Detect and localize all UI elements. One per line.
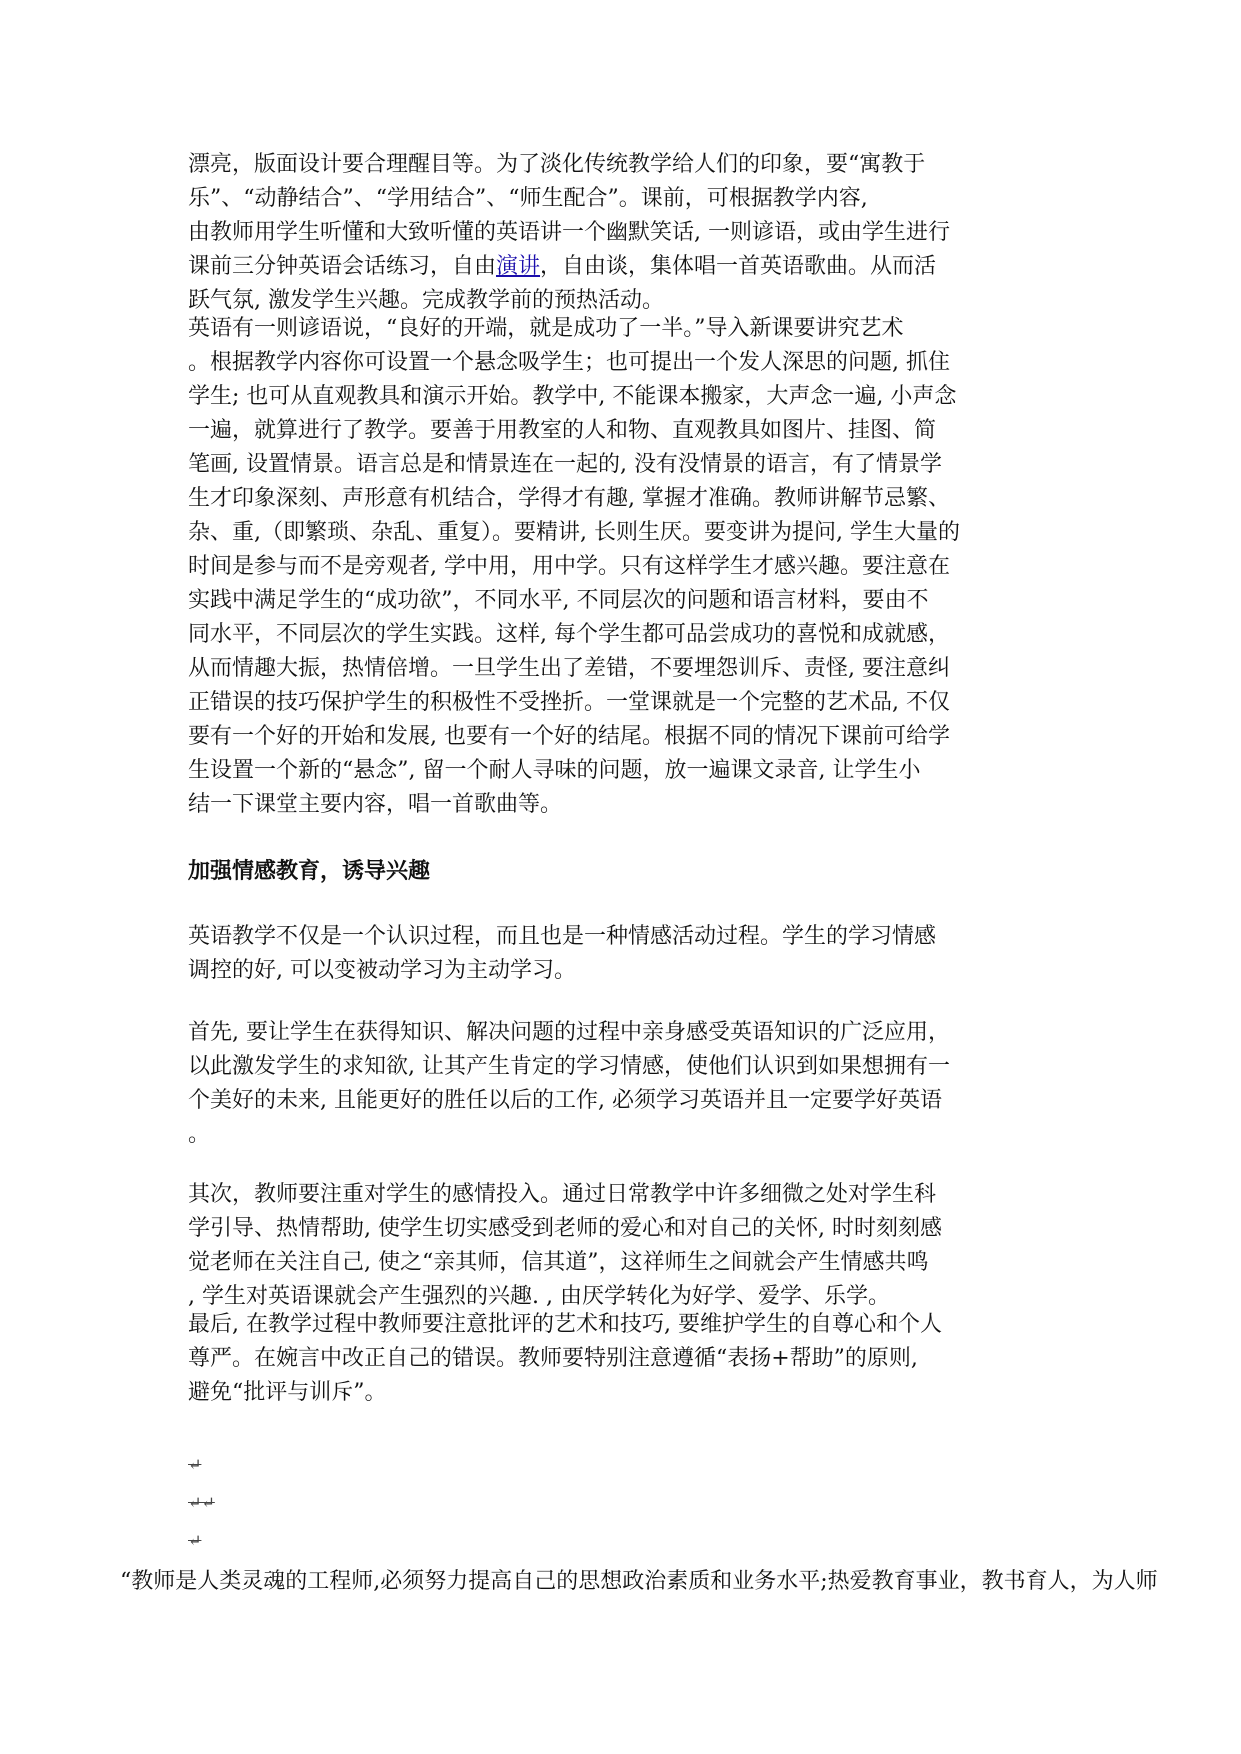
paragraph-line xyxy=(188,250,1068,284)
paragraph-line: 生才印象深刻、声形意有机结合，学得才有趣, 掌握才准确。教师讲解节忌繁、 xyxy=(188,486,950,511)
paragraph-line: 避免“批评与训斥”。 xyxy=(188,1380,387,1405)
paragraph-line: 漂亮，版面设计要合理醒目等。为了淡化传统教学给人们的印象，要“寓教于 xyxy=(188,152,926,177)
paragraph-line: 正错误的技巧保护学生的积极性不受挫折。一堂课就是一个完整的艺术品, 不仅 xyxy=(188,690,950,715)
paragraph-2 xyxy=(188,312,1068,822)
paragraph-mark-icon: ↵ xyxy=(188,1455,202,1474)
section-heading: 加强情感教育，诱导兴趣 xyxy=(188,858,431,884)
paragraph-5 xyxy=(188,1178,1068,1314)
paragraph-line: , 学生对英语课就会产生强烈的兴趣. , 由厌学转化为好学、爱学、乐学。 xyxy=(188,1284,890,1309)
paragraph-line: 结一下课堂主要内容，唱一首歌曲等。 xyxy=(188,792,563,817)
paragraph-line: 英语教学不仅是一个认识过程，而且也是一种情感活动过程。学生的学习情感 xyxy=(188,924,937,949)
paragraph-3 xyxy=(188,920,1068,988)
paragraph-line: 由教师用学生听懂和大致听懂的英语讲一个幽默笑话, 一则谚语，或由学生进行 xyxy=(188,220,950,245)
paragraph-mark-icon: ↵↵ xyxy=(188,1493,215,1512)
paragraph-line: 从而情趣大振，热情倍增。一旦学生出了差错，不要埋怨训斥、责怪, 要注意纠 xyxy=(188,656,950,681)
paragraph-line: 生设置一个新的“悬念”, 留一个耐人寻味的问题，放一遍课文录音, 让学生小 xyxy=(188,758,921,783)
paragraph-line: 英语有一则谚语说，“良好的开端，就是成功了一半。”导入新课要讲究艺术 xyxy=(188,316,904,341)
paragraph-line: 一遍，就算进行了教学。要善于用教室的人和物、直观教具如图片、挂图、简 xyxy=(188,418,937,443)
paragraph-line: 首先, 要让学生在获得知识、解决问题的过程中亲身感受英语知识的广泛应用， xyxy=(188,1020,950,1045)
paragraph-line: 要有一个好的开始和发展, 也要有一个好的结尾。根据不同的情况下课前可给学 xyxy=(188,724,950,749)
paragraph-4 xyxy=(188,1016,1068,1152)
paragraph-line: 同水平，不同层次的学生实践。这样, 每个学生都可品尝成功的喜悦和成就感， xyxy=(188,622,950,647)
paragraph-line: 笔画, 设置情景。语言总是和情景连在一起的, 没有没情景的语言，有了情景学 xyxy=(188,452,942,477)
paragraph-line: 乐”、“动静结合”、“学用结合”、“师生配合”。课前，可根据教学内容, xyxy=(188,186,868,211)
paragraph-line: 。 xyxy=(188,1122,211,1147)
paragraph-1 xyxy=(188,148,1068,318)
paragraph-line: 以此激发学生的求知欲, 让其产生肯定的学习情感，使他们认识到如果想拥有一 xyxy=(188,1054,950,1079)
paragraph-6 xyxy=(188,1308,1068,1410)
paragraph-line: 调控的好, 可以变被动学习为主动学习。 xyxy=(188,958,576,983)
paragraph-line: 学生; 也可从直观教具和演示开始。教学中, 不能课本搬家，大声念一遍, 小声念 xyxy=(188,384,957,409)
paragraph-line: 跃气氛, 激发学生兴趣。完成教学前的预热活动。 xyxy=(188,288,664,313)
line-text: 课前三分钟英语会话练习，自由 xyxy=(188,254,497,279)
paragraph-line: 最后, 在教学过程中教师要注意批评的艺术和技巧, 要维护学生的自尊心和个人 xyxy=(188,1312,942,1337)
paragraph-line: 其次，教师要注重对学生的感情投入。通过日常教学中许多细微之处对学生科 xyxy=(188,1182,937,1207)
paragraph-line: 。根据教学内容你可设置一个悬念吸学生；也可提出一个发人深思的问题, 抓住 xyxy=(188,350,950,375)
paragraph-line: 学引导、热情帮助, 使学生切实感受到老师的爱心和对自己的关怀, 时时刻刻感 xyxy=(188,1216,942,1241)
quote-line: “教师是人类灵魂的工程师,必须努力提高自己的思想政治素质和业务水平;热爱教育事业，教书育人，为人师 xyxy=(120,1569,1158,1594)
line-text: ，自由谈，集体唱一首英语歌曲。从而活 xyxy=(540,254,937,279)
paragraph-line: 个美好的未来, 且能更好的胜任以后的工作, 必须学习英语并且一定要学好英语 xyxy=(188,1088,942,1113)
paragraph-mark-icon: ↵ xyxy=(188,1531,202,1550)
paragraph-line: 实践中满足学生的“成功欲”，不同水平, 不同层次的问题和语言材料，要由不 xyxy=(188,588,929,613)
paragraph-line: 时间是参与而不是旁观者, 学中用，用中学。只有这样学生才感兴趣。要注意在 xyxy=(188,554,950,579)
speech-link[interactable]: 演讲 xyxy=(496,254,541,279)
paragraph-line: 杂、重,（即繁琐、杂乱、重复）。要精讲, 长则生厌。要变讲为提问, 学生大量的 xyxy=(188,520,960,545)
paragraph-marks xyxy=(188,1454,215,1552)
paragraph-line: 尊严。在婉言中改正自己的错误。教师要特别注意遵循“表扬+帮助”的原则, xyxy=(188,1346,918,1371)
paragraph-line: 觉老师在关注自己, 使之“亲其师，信其道”，这祥师生之间就会产生情感共鸣 xyxy=(188,1250,929,1275)
